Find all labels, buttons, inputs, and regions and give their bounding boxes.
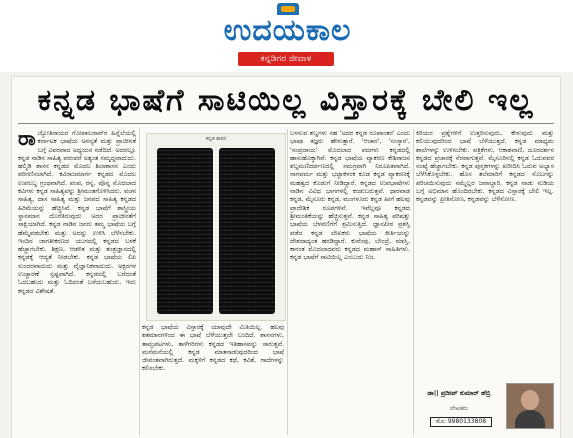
newspaper-title: ಉದಯಕಾಲ (223, 13, 352, 48)
author-phone: ಮೊ: 9980133808 (430, 417, 492, 427)
article-headline: ಕನ್ನಡ ಭಾಷೆಗೆ ಸಾಟಿಯಿಲ್ಲ ವಿಸ್ತಾರಕ್ಕೆ ಬೇಲಿ ಇಲ್ಲ (37, 83, 535, 118)
author-box (416, 383, 554, 435)
inscription-stone-left (157, 148, 213, 314)
drop-cap: ರಾ (18, 129, 36, 150)
article-column-2 (142, 323, 284, 435)
column-divider (413, 129, 414, 435)
column-1-text: ಜ್ಯೋತಿರಾಯರ ಗೋಪಾಲರಾವ್‌ರ ಹಿನ್ನೆಲೆಯಲ್ಲಿ ಕರ್ನಾಟಕ ಭಾಷೆಯ ಅನನ್ಯತೆ ಮತ್ತು ಪ್ರಾಚೀನತೆ ಬಗ್ಗೆ ವಿವರವಾದ ಅಧ್ಯಯನ ನಡೆದಿದೆ. ಅದರಲ್ಲೂ ಕನ್ನಡ ನಾಡಿನ ಸಾಹಿತ್ಯ ಪರಂಪರೆ ಅತ್ಯಂತ ಸಮೃದ್ಧವಾದುದು. ಹಲ್ಮಿಡಿ ಶಾಸನ ಕನ್ನಡದ ಮೊದಲ ಶಿಲಾಶಾಸನ ಎಂದು ಪರಿಗಣಿಸಲಾಗಿದೆ. ಕವಿರಾಜಮಾರ್ಗ ಕನ್ನಡದ ಮೊದಲ ಉಪಲಬ್ಧ ಗ್ರಂಥವಾಗಿದೆ. ಪಂಪ, ರನ್ನ, ಪೊನ್ನ ಮೊದಲಾದ ಕವಿಗಳು ಕನ್ನಡ ಸಾಹಿತ್ಯವನ್ನು ಶ್ರೀಮಂತಗೊಳಿಸಿದರು. ವಚನ ಸಾಹಿತ್ಯ, ದಾಸ ಸಾಹಿತ್ಯ ಮತ್ತು ಜನಪದ ಸಾಹಿತ್ಯ ಕನ್ನಡದ ಹಿರಿಮೆಯನ್ನು ಹೆಚ್ಚಿಸಿವೆ. ಕನ್ನಡ ಭಾಷೆಗೆ ಶಾಸ್ತ್ರೀಯ ಸ್ಥಾನಮಾನ ದೊರೆತಿರುವುದು ಅದರ ಪ್ರಾಚೀನತೆಗೆ ಸಾಕ್ಷಿಯಾಗಿದೆ. ಕನ್ನಡ ನಾಡಿನ ಜನರು ತಮ್ಮ ಭಾಷೆಯ ಬಗ್ಗೆ ಹೆಮ್ಮೆಪಡಬೇಕು ಮತ್ತು ಅದನ್ನು ಉಳಿಸಿ ಬೆಳೆಸಬೇಕು. ಇಂದಿನ ಜಾಗತೀಕರಣದ ಯುಗದಲ್ಲಿ ಕನ್ನಡದ ಬಳಕೆ ಹೆಚ್ಚಾಗಬೇಕು. ಶಿಕ್ಷಣ, ಆಡಳಿತ ಮತ್ತು ತಂತ್ರಜ್ಞಾನದಲ್ಲಿ ಕನ್ನಡಕ್ಕೆ ಆದ್ಯತೆ ನೀಡಬೇಕು. ಕನ್ನಡ ಭಾಷೆಯ ಲಿಪಿ ಸುಂದರವಾದುದು ಮತ್ತು ವೈಜ್ಞಾನಿಕವಾದುದು. ಅಕ್ಷರಗಳ ಉಚ್ಚಾರಣೆ ಸ್ಪಷ್ಟವಾಗಿದೆ. ಕನ್ನಡದಲ್ಲಿ ಬರೆದಂತೆ ಓದಬಹುದು ಮತ್ತು ಓದಿದಂತೆ ಬರೆಯಬಹುದು. ಇದು ಕನ್ನಡದ ವಿಶೇಷತೆ. (18, 129, 136, 295)
column-4-text: ಕಿರಿಯರ ಪ್ರಶ್ನೆಗಳಿಗೆ ಉತ್ತರಿಸುವುದು, ಕೇಳುವುದು ಮತ್ತು ಕಲಿಯುವುದರಿಂದ ಭಾಷೆ ಬೆಳೆಯುತ್ತದೆ. ಕನ್ನಡ ಮಾಧ್ಯಮ ಶಾಲೆಗಳನ್ನು ಉಳಿಸಬೇಕು. ಪತ್ರಿಕೆಗಳು, ಆಕಾಶವಾಣಿ, ದೂರದರ್ಶನ ಕನ್ನಡದ ಪ್ರಚಾರಕ್ಕೆ ನೆರವಾಗುತ್ತವೆ. ಮೈಸೂರಿನಲ್ಲಿ ಕನ್ನಡ ಓದುವವರ ಸಂಖ್ಯೆ ಹೆಚ್ಚಾಗಬೇಕು. ಕನ್ನಡ ಪುಸ್ತಕಗಳನ್ನು ಖರೀದಿಸಿ ಓದುವ ಅಭ್ಯಾಸ ಬೆಳೆಸಿಕೊಳ್ಳಬೇಕು. ಹೊಸ ತಲೆಮಾರಿಗೆ ಕನ್ನಡದ ಸೊಬಗನ್ನು ಪರಿಚಯಿಸುವುದು ನಮ್ಮೆಲ್ಲರ ಜವಾಬ್ದಾರಿ. ಕನ್ನಡ ನಾಡು ನುಡಿಯ ಬಗ್ಗೆ ಅಭಿಮಾನ ಹೊಂದಿರಬೇಕು. ಕನ್ನಡದ ವಿಸ್ತಾರಕ್ಕೆ ಬೇಲಿ ಇಲ್ಲ. ಕನ್ನಡವನ್ನು ಪ್ರೀತಿಸೋಣ, ಕನ್ನಡವನ್ನು ಬೆಳೆಸೋಣ. (416, 129, 554, 204)
author-role: ಲೇಖಕರು (449, 405, 468, 412)
article-column-4 (416, 129, 554, 379)
article-column-1 (18, 129, 136, 435)
author-photo (506, 383, 554, 429)
newspaper-page (12, 77, 560, 438)
headline-rule (18, 123, 554, 124)
figure-caption: ಕನ್ನಡ ಶಾಸನ (205, 136, 227, 142)
column-divider (139, 129, 140, 435)
masthead (0, 0, 573, 72)
author-name: ಡಾ|| ಪ್ರದೀಪ್ ಕುಮಾರ್ ಹೆಬ್ರಿ (427, 389, 491, 397)
column-3-text: ಬಳಸುವ ಶಬ್ದಗಳು ಸಹ 'ಅದರ ಕನ್ನಡ ರೂಪಾಂತರ' ಎಂದು ಭಾಷಾ ತಜ್ಞರು ಹೇಳುತ್ತಾರೆ. 'ಆಚಾರ', 'ಸಂಸ್ಕಾರ', 'ಸಂಪ್ರದಾಯ' ಮೊದಲಾದ ಪದಗಳು ಕನ್ನಡದಲ್ಲಿ ಹಾಸುಹೊಕ್ಕಾಗಿವೆ. ಕನ್ನಡ ಭಾಷೆಯ ವ್ಯಾಕರಣ ಕೇಶಿರಾಜನ ಶಬ್ದಮಣಿದರ್ಪಣದಲ್ಲಿ ಸಮಗ್ರವಾಗಿ ನಿರೂಪಿತವಾಗಿದೆ. ನಾಗವರ್ಮ ಮತ್ತು ಭಟ್ಟಾಕಳಂಕ ಕೂಡ ಕನ್ನಡ ವ್ಯಾಕರಣಕ್ಕೆ ಮಹತ್ವದ ಕೊಡುಗೆ ನೀಡಿದ್ದಾರೆ. ಕನ್ನಡದ ಉಪಭಾಷೆಗಳು ನಾಡಿನ ವಿವಿಧ ಭಾಗಗಳಲ್ಲಿ ಕಂಡುಬರುತ್ತವೆ. ಧಾರವಾಡ ಕನ್ನಡ, ಮೈಸೂರು ಕನ್ನಡ, ಮಂಗಳೂರು ಕನ್ನಡ ಹೀಗೆ ಹಲವು ಪ್ರಾದೇಶಿಕ ರೂಪಗಳಿವೆ. ಇವೆಲ್ಲವೂ ಕನ್ನಡದ ಶ್ರೀಮಂತಿಕೆಯನ್ನು ಹೆಚ್ಚಿಸುತ್ತವೆ. ಕನ್ನಡ ಸಾಹಿತ್ಯ ಪರಿಷತ್ತು ಭಾಷೆಯ ಬೆಳವಣಿಗೆಗೆ ಶ್ರಮಿಸುತ್ತಿದೆ. ಜ್ಞಾನಪೀಠ ಪ್ರಶಸ್ತಿ ಪಡೆದ ಕನ್ನಡ ಲೇಖಕರು ಭಾಷೆಯ ಕೀರ್ತಿಯನ್ನು ದೇಶದಾದ್ಯಂತ ಹರಡಿದ್ದಾರೆ. ಕುವೆಂಪು, ಬೇಂದ್ರೆ, ಮಾಸ್ತಿ, ಕಾರಂತ ಮೊದಲಾದವರು ಕನ್ನಡದ ಮಹಾನ್ ಸಾಹಿತಿಗಳು. ಕನ್ನಡ ಭಾಷೆಗೆ ಸಾಟಿಯಿಲ್ಲ ಎಂಬುದು ನಿಜ. (290, 129, 410, 262)
newspaper-tagline: ಕನ್ನಡಿಗರ ಜೀವಾಳ (238, 52, 334, 66)
column-divider (287, 129, 288, 435)
article-column-3 (290, 129, 410, 435)
inscription-figure (146, 133, 286, 321)
inscription-stone-right (219, 148, 275, 314)
column-2-text: ಕನ್ನಡ ಭಾಷೆಯ ವಿಸ್ತಾರಕ್ಕೆ ಯಾವುದೇ ಮಿತಿಯಿಲ್ಲ. ಹಲವು ಶತಮಾನಗಳಿಂದ ಈ ಭಾಷೆ ಬೆಳೆಯುತ್ತಲೇ ಬಂದಿದೆ. ಶಾಸನಗಳು, ತಾಮ್ರಪಟಗಳು, ತಾಳೆಗರಿಗಳು ಕನ್ನಡದ ಇತಿಹಾಸವನ್ನು ಸಾರುತ್ತವೆ. ಮನೆಮನೆಯಲ್ಲಿ ಕನ್ನಡ ಮಾತನಾಡುವುದರಿಂದ ಭಾಷೆ ಜೀವಂತವಾಗಿರುತ್ತದೆ. ಮಕ್ಕಳಿಗೆ ಕನ್ನಡದ ಕಥೆ, ಕವಿತೆ, ಗಾದೆಗಳನ್ನು ಕಲಿಸಬೇಕು. (142, 323, 284, 373)
